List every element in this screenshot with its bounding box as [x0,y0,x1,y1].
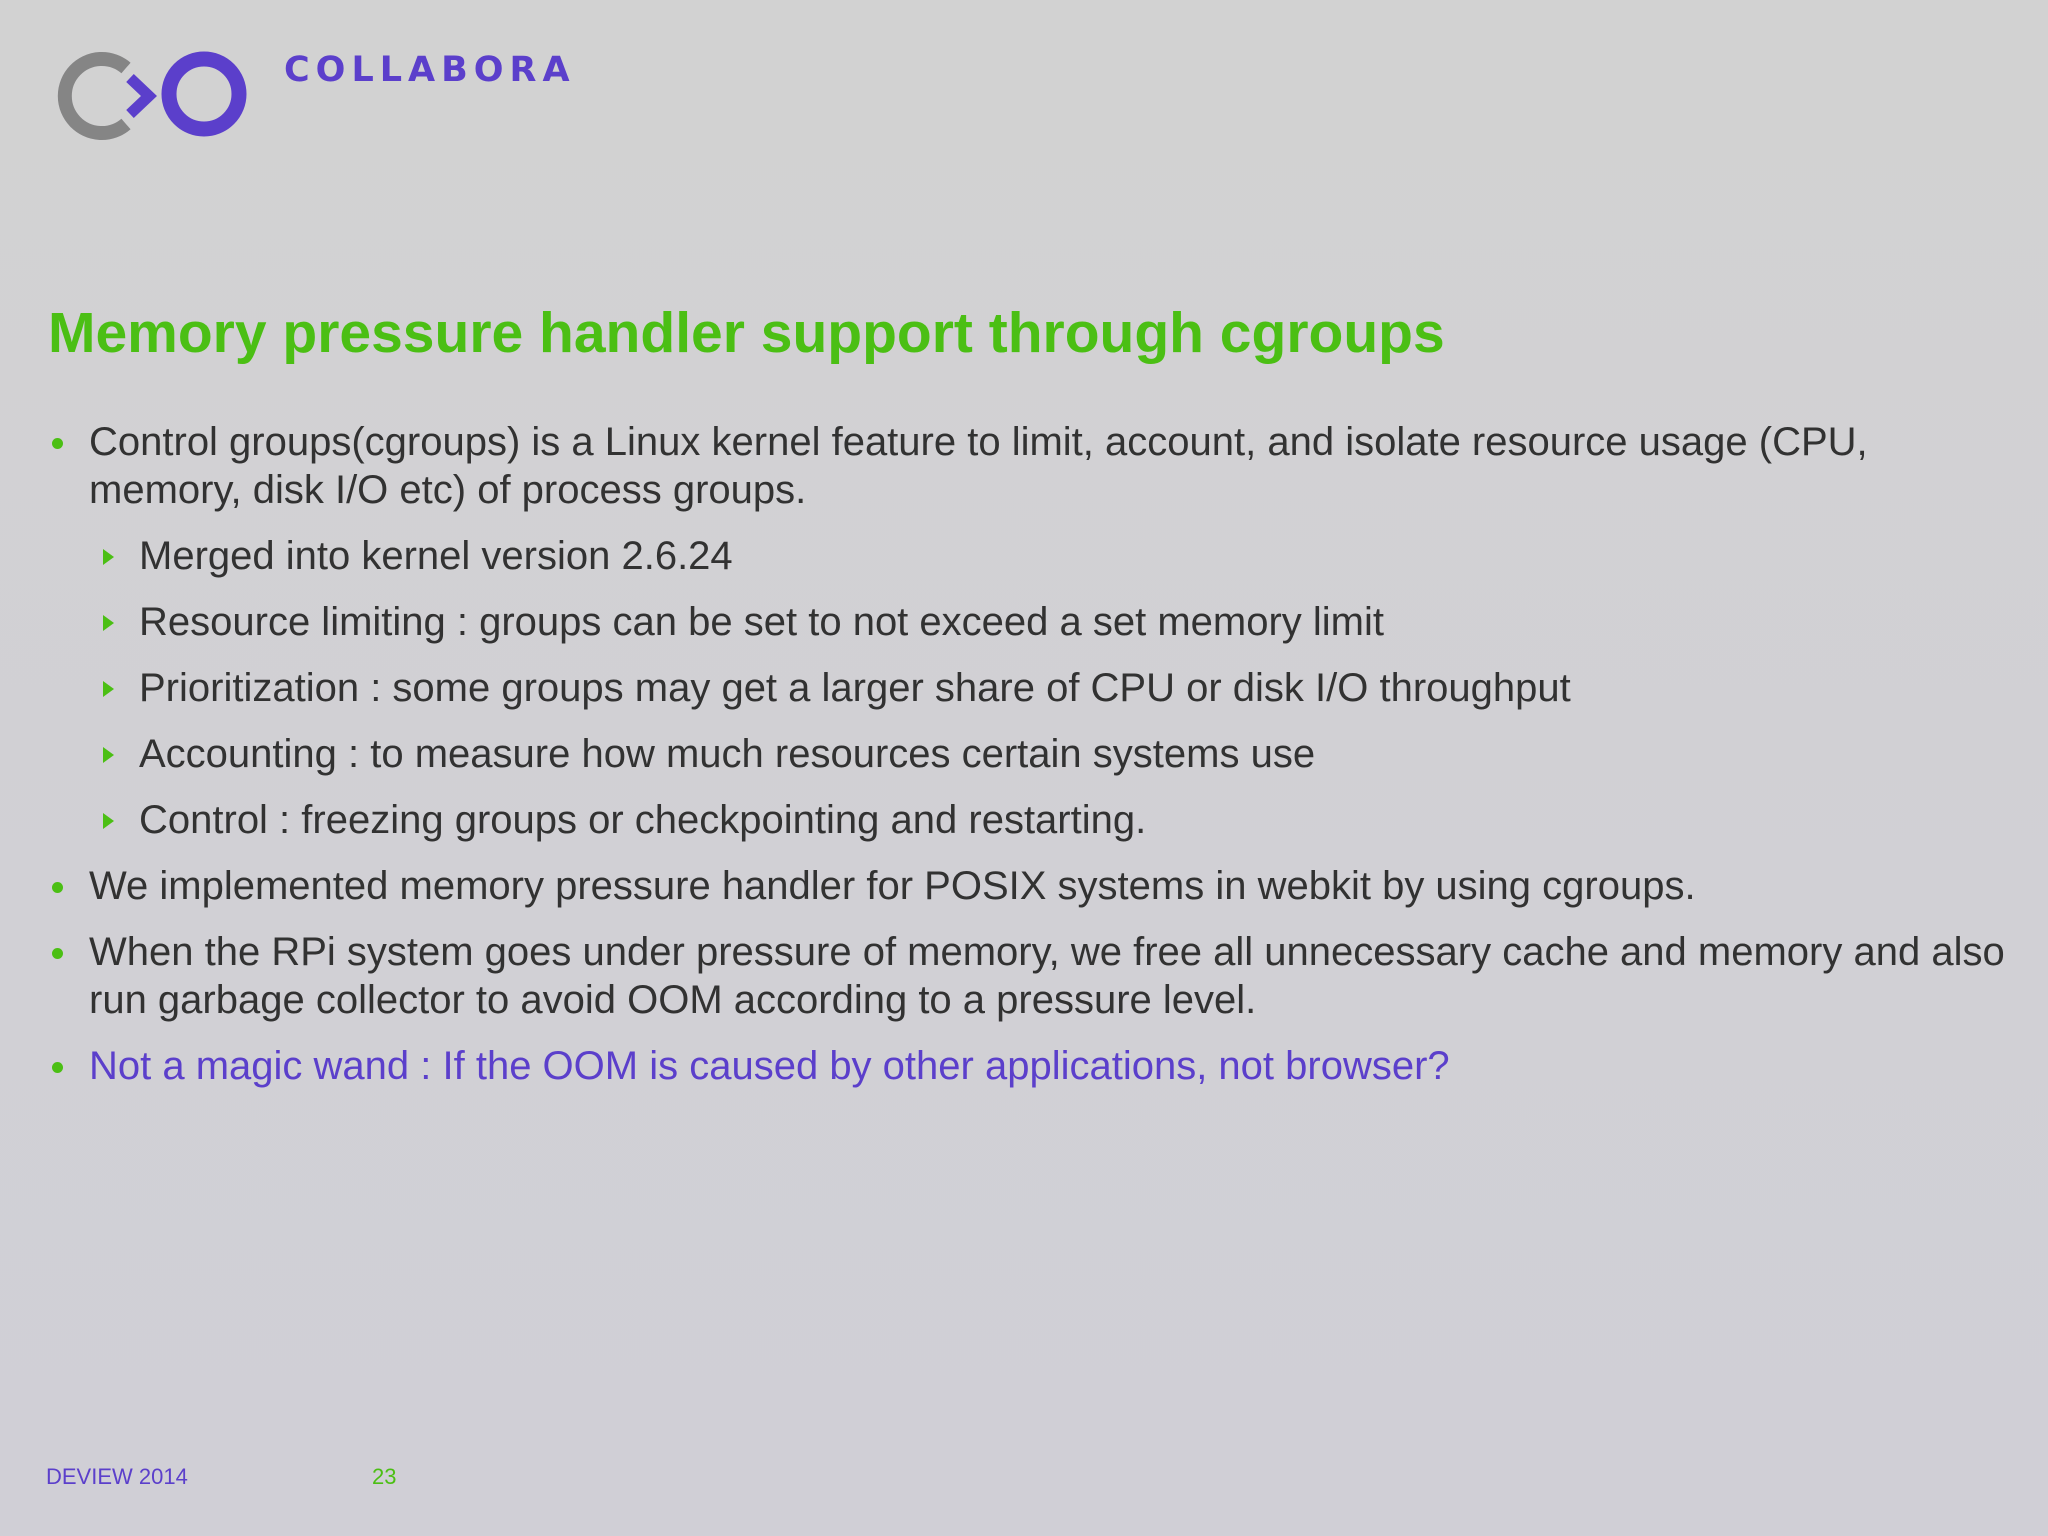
sub-bullet-resource-limiting [48,598,2008,646]
triangle-bullet-icon [103,747,114,763]
sub-bullet-merged [48,532,2008,580]
bullet-dot [52,438,63,449]
triangle-bullet-icon [103,549,114,565]
footer-event: DEVIEW 2014 [46,1464,188,1489]
slide-body [48,418,2008,1108]
bullet-text: We implemented memory pressure handler for POSIX systems in webkit by using cgroups. [89,864,1696,908]
sub-bullet-text: Accounting : to measure how much resources certain systems use [139,732,1316,776]
collabora-wordmark: COLLABORA [284,50,576,90]
triangle-bullet-icon [103,813,114,829]
sub-bullet-text: Control : freezing groups or checkpointing and restarting. [139,798,1147,842]
bullet-dot [52,948,63,959]
sub-bullet-control [48,796,2008,844]
bullet-implemented [48,862,2008,910]
bullet-dot [52,882,63,893]
slide-title: Memory pressure handler support through cgroups [48,301,1445,365]
bullet-cgroups-intro [48,418,2008,514]
collabora-logo-mark [52,44,612,144]
triangle-bullet-icon [103,615,114,631]
bullet-not-magic-wand [48,1042,2008,1090]
bullet-rpi-pressure [48,928,2008,1024]
sub-bullet-accounting [48,730,2008,778]
page-number: 23 [372,1464,397,1489]
sub-bullet-prioritization [48,664,2008,712]
triangle-bullet-icon [103,681,114,697]
bullet-text: Control groups(cgroups) is a Linux kernel feature to limit, account, and isolate resource usage (CPU, memory, disk I/O etc) of process groups. [89,420,1868,512]
bullet-text: Not a magic wand : If the OOM is caused by other applications, not browser? [89,1044,1450,1088]
collabora-logo [52,44,612,144]
sub-bullet-text: Prioritization : some groups may get a larger share of CPU or disk I/O throughput [139,666,1571,710]
bullet-dot [52,1062,63,1073]
bullet-text: When the RPi system goes under pressure of memory, we free all unnecessary cache and memory and also run garbage collector to avoid OOM according to a pressure level. [89,930,2005,1022]
sub-bullet-text: Merged into kernel version 2.6.24 [139,534,733,578]
sub-bullet-text: Resource limiting : groups can be set to not exceed a set memory limit [139,600,1384,644]
